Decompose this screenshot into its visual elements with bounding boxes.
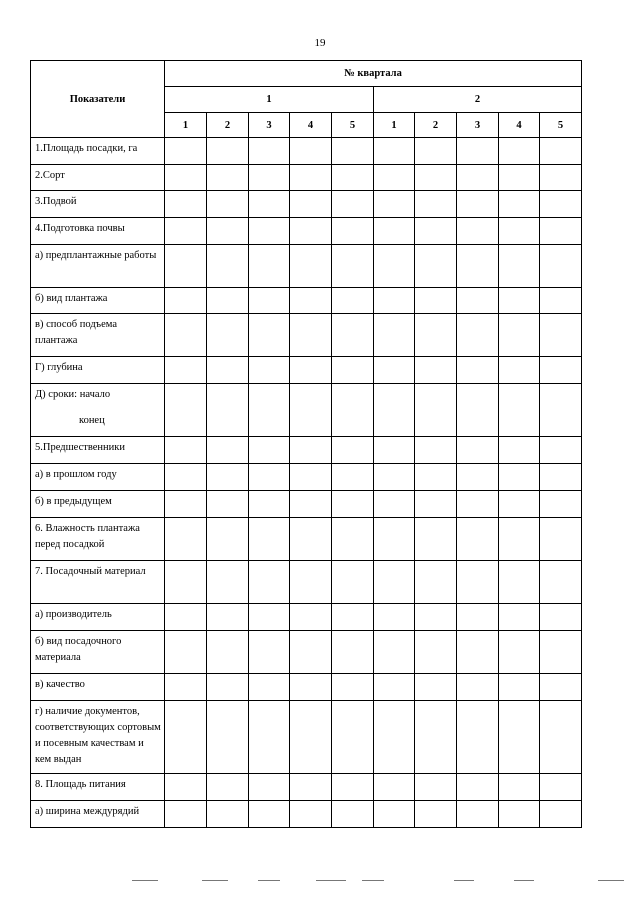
entry-cell[interactable] — [332, 357, 374, 384]
row-label-text: 2.Сорт — [35, 170, 65, 181]
entry-cell[interactable] — [457, 801, 499, 828]
row-label — [31, 631, 165, 674]
entry-cell[interactable] — [165, 357, 207, 384]
entry-cell[interactable] — [207, 674, 249, 701]
entry-cell[interactable] — [290, 674, 332, 701]
entry-cell[interactable] — [540, 631, 582, 674]
row-label-text: 3.Подвой — [35, 196, 77, 207]
field-record-table — [30, 60, 582, 828]
entry-cell[interactable] — [499, 138, 540, 165]
entry-cell[interactable] — [457, 218, 499, 245]
entry-cell[interactable] — [249, 801, 290, 828]
row-label — [31, 191, 165, 218]
table-row — [31, 191, 582, 218]
entry-cell[interactable] — [249, 138, 290, 165]
row-label-text: г) наличие документов, соответствующих сортовым и посевным качествам и кем выдан — [35, 706, 161, 765]
entry-cell[interactable] — [374, 165, 415, 191]
row-label-text: в) способ подъема плантажа — [35, 319, 117, 346]
entry-cell[interactable] — [249, 561, 290, 604]
table-row — [31, 357, 582, 384]
entry-cell[interactable] — [290, 384, 332, 437]
entry-cell[interactable] — [207, 357, 249, 384]
entry-cell[interactable] — [540, 245, 582, 288]
entry-cell[interactable] — [249, 464, 290, 491]
entry-cell[interactable] — [332, 518, 374, 561]
entry-cell[interactable] — [499, 314, 540, 357]
entry-cell[interactable] — [540, 138, 582, 165]
entry-cell[interactable] — [332, 191, 374, 218]
column-header: 4 — [499, 113, 540, 138]
entry-cell[interactable] — [332, 674, 374, 701]
table-row — [31, 138, 582, 165]
entry-cell[interactable] — [415, 464, 457, 491]
row-label — [31, 491, 165, 518]
entry-cell[interactable] — [499, 561, 540, 604]
table-row — [31, 631, 582, 674]
row-label — [31, 245, 165, 288]
row-label — [31, 604, 165, 631]
entry-cell[interactable] — [540, 191, 582, 218]
entry-cell[interactable] — [332, 245, 374, 288]
entry-cell[interactable] — [165, 518, 207, 561]
entry-cell[interactable] — [374, 245, 415, 288]
entry-cell[interactable] — [374, 191, 415, 218]
entry-cell[interactable] — [374, 491, 415, 518]
entry-cell[interactable] — [290, 561, 332, 604]
row-label-text: 8. Площадь питания — [35, 779, 126, 790]
entry-cell[interactable] — [165, 384, 207, 437]
entry-cell[interactable] — [457, 561, 499, 604]
table-row — [31, 561, 582, 604]
row-label-text: а) производитель — [35, 609, 112, 620]
entry-cell[interactable] — [165, 288, 207, 314]
row-label — [31, 774, 165, 801]
entry-cell[interactable] — [249, 357, 290, 384]
table-row — [31, 165, 582, 191]
quarter-group-header: 1 — [165, 87, 374, 113]
entry-cell[interactable] — [290, 604, 332, 631]
row-label — [31, 288, 165, 314]
row-label — [31, 357, 165, 384]
entry-cell[interactable] — [332, 631, 374, 674]
entry-cell[interactable] — [165, 701, 207, 774]
entry-cell[interactable] — [249, 774, 290, 801]
entry-cell[interactable] — [374, 314, 415, 357]
entry-cell[interactable] — [457, 604, 499, 631]
row-label-text: конец — [79, 415, 105, 426]
entry-cell[interactable] — [415, 674, 457, 701]
entry-cell[interactable] — [249, 384, 290, 437]
entry-cell[interactable] — [540, 314, 582, 357]
entry-cell[interactable] — [415, 384, 457, 437]
entry-cell[interactable] — [249, 491, 290, 518]
column-header: 2 — [207, 113, 249, 138]
entry-cell[interactable] — [290, 437, 332, 464]
entry-cell[interactable] — [332, 491, 374, 518]
entry-cell[interactable] — [290, 518, 332, 561]
entry-cell[interactable] — [457, 314, 499, 357]
entry-cell[interactable] — [499, 288, 540, 314]
entry-cell[interactable] — [374, 437, 415, 464]
entry-cell[interactable] — [374, 288, 415, 314]
row-label-text: Д) сроки: начало — [35, 389, 111, 400]
entry-cell[interactable] — [374, 561, 415, 604]
column-header: 1 — [165, 113, 207, 138]
row-label — [31, 384, 165, 437]
table-row — [31, 774, 582, 801]
entry-cell[interactable] — [165, 774, 207, 801]
entry-cell[interactable] — [249, 191, 290, 218]
entry-cell[interactable] — [457, 437, 499, 464]
entry-cell[interactable] — [499, 245, 540, 288]
entry-cell[interactable] — [207, 314, 249, 357]
quarter-group-header: 2 — [374, 87, 582, 113]
entry-cell[interactable] — [415, 288, 457, 314]
entry-cell[interactable] — [457, 245, 499, 288]
entry-cell[interactable] — [457, 631, 499, 674]
entry-cell[interactable] — [415, 491, 457, 518]
entry-cell[interactable] — [457, 357, 499, 384]
entry-cell[interactable] — [207, 245, 249, 288]
row-label — [31, 464, 165, 491]
row-label — [31, 437, 165, 464]
table-row — [31, 604, 582, 631]
entry-cell[interactable] — [457, 701, 499, 774]
column-header: 5 — [332, 113, 374, 138]
entry-cell[interactable] — [415, 774, 457, 801]
entry-cell[interactable] — [332, 138, 374, 165]
row-label-text: 5.Предшественники — [35, 442, 125, 453]
entry-cell[interactable] — [249, 218, 290, 245]
entry-cell[interactable] — [374, 518, 415, 561]
entry-cell[interactable] — [165, 191, 207, 218]
row-label — [31, 801, 165, 828]
entry-cell[interactable] — [540, 218, 582, 245]
entry-cell[interactable] — [165, 464, 207, 491]
row-label-text: 4.Подготовка почвы — [35, 223, 125, 234]
entry-cell[interactable] — [249, 314, 290, 357]
entry-cell[interactable] — [207, 631, 249, 674]
entry-cell[interactable] — [332, 218, 374, 245]
entry-cell[interactable] — [457, 288, 499, 314]
entry-cell[interactable] — [540, 491, 582, 518]
table-row — [31, 491, 582, 518]
entry-cell[interactable] — [332, 561, 374, 604]
entry-cell[interactable] — [374, 218, 415, 245]
row-label-text: 1.Площадь посадки, га — [35, 143, 138, 154]
entry-cell[interactable] — [332, 701, 374, 774]
entry-cell[interactable] — [499, 191, 540, 218]
entry-cell[interactable] — [207, 774, 249, 801]
entry-cell[interactable] — [290, 165, 332, 191]
table-row — [31, 288, 582, 314]
entry-cell[interactable] — [332, 774, 374, 801]
entry-cell[interactable] — [332, 384, 374, 437]
entry-cell[interactable] — [540, 774, 582, 801]
table-row — [31, 218, 582, 245]
entry-cell[interactable] — [165, 801, 207, 828]
entry-cell[interactable] — [374, 801, 415, 828]
entry-cell[interactable] — [374, 464, 415, 491]
entry-cell[interactable] — [332, 288, 374, 314]
column-header: 4 — [290, 113, 332, 138]
entry-cell[interactable] — [207, 801, 249, 828]
entry-cell[interactable] — [332, 801, 374, 828]
entry-cell[interactable] — [207, 165, 249, 191]
entry-cell[interactable] — [249, 437, 290, 464]
row-label-text: б) в предыдущем — [35, 496, 112, 507]
entry-cell[interactable] — [290, 774, 332, 801]
entry-cell[interactable] — [499, 631, 540, 674]
entry-cell[interactable] — [207, 288, 249, 314]
entry-cell[interactable] — [499, 701, 540, 774]
column-header: 3 — [457, 113, 499, 138]
entry-cell[interactable] — [165, 491, 207, 518]
row-label-text: 7. Посадочный материал — [35, 566, 146, 577]
entry-cell[interactable] — [540, 288, 582, 314]
row-label — [31, 518, 165, 561]
entry-cell[interactable] — [332, 437, 374, 464]
entry-cell[interactable] — [457, 518, 499, 561]
row-label-text: а) в прошлом году — [35, 469, 117, 480]
entry-cell[interactable] — [415, 561, 457, 604]
row-label-text: а) предплантажные работы — [35, 250, 157, 261]
entry-cell[interactable] — [415, 138, 457, 165]
entry-cell[interactable] — [249, 604, 290, 631]
entry-cell[interactable] — [415, 604, 457, 631]
column-header: 1 — [374, 113, 415, 138]
row-label — [31, 701, 165, 774]
table-row — [31, 801, 582, 828]
entry-cell[interactable] — [374, 384, 415, 437]
row-label — [31, 138, 165, 165]
entry-cell[interactable] — [457, 774, 499, 801]
entry-cell[interactable] — [207, 384, 249, 437]
entry-cell[interactable] — [415, 191, 457, 218]
entry-cell[interactable] — [249, 288, 290, 314]
entry-cell[interactable] — [457, 491, 499, 518]
entry-cell[interactable] — [540, 801, 582, 828]
entry-cell[interactable] — [207, 138, 249, 165]
entry-cell[interactable] — [165, 218, 207, 245]
entry-cell[interactable] — [165, 165, 207, 191]
entry-cell[interactable] — [165, 314, 207, 357]
entry-cell[interactable] — [374, 774, 415, 801]
row-label — [31, 165, 165, 191]
entry-cell[interactable] — [499, 437, 540, 464]
entry-cell[interactable] — [165, 437, 207, 464]
entry-cell[interactable] — [540, 165, 582, 191]
entry-cell[interactable] — [332, 165, 374, 191]
entry-cell[interactable] — [290, 701, 332, 774]
entry-cell[interactable] — [374, 631, 415, 674]
entry-cell[interactable] — [540, 701, 582, 774]
entry-cell[interactable] — [165, 604, 207, 631]
column-header: 3 — [249, 113, 290, 138]
entry-cell[interactable] — [499, 674, 540, 701]
table-row — [31, 701, 582, 774]
row-label-text: 6. Влажность плантажа перед посадкой — [35, 523, 140, 550]
entry-cell[interactable] — [499, 357, 540, 384]
entry-cell[interactable] — [415, 518, 457, 561]
entry-cell[interactable] — [457, 138, 499, 165]
entry-cell[interactable] — [165, 138, 207, 165]
entry-cell[interactable] — [499, 464, 540, 491]
entry-cell[interactable] — [207, 701, 249, 774]
entry-cell[interactable] — [249, 165, 290, 191]
entry-cell[interactable] — [165, 561, 207, 604]
quarter-number-header: № квартала — [165, 61, 582, 87]
table-row — [31, 314, 582, 357]
entry-cell[interactable] — [207, 191, 249, 218]
entry-cell[interactable] — [165, 245, 207, 288]
entry-cell[interactable] — [415, 245, 457, 288]
table-row — [31, 518, 582, 561]
entry-cell[interactable] — [415, 218, 457, 245]
entry-cell[interactable] — [415, 437, 457, 464]
row-label — [31, 218, 165, 245]
entry-cell[interactable] — [457, 384, 499, 437]
column-header: 2 — [415, 113, 457, 138]
entry-cell[interactable] — [290, 138, 332, 165]
entry-cell[interactable] — [207, 518, 249, 561]
entry-cell[interactable] — [499, 518, 540, 561]
entry-cell[interactable] — [290, 191, 332, 218]
entry-cell[interactable] — [332, 604, 374, 631]
row-label-text: б) вид плантажа — [35, 293, 108, 304]
entry-cell[interactable] — [290, 801, 332, 828]
entry-cell[interactable] — [499, 774, 540, 801]
row-label-text: Г) глубина — [35, 362, 83, 373]
entry-cell[interactable] — [540, 464, 582, 491]
indicators-header: Показатели — [31, 61, 165, 138]
table-row — [31, 464, 582, 491]
table-row — [31, 674, 582, 701]
entry-cell[interactable] — [374, 357, 415, 384]
entry-cell[interactable] — [457, 165, 499, 191]
entry-cell[interactable] — [207, 437, 249, 464]
bottom-margin-lines — [0, 880, 640, 884]
entry-cell[interactable] — [499, 384, 540, 437]
row-label — [31, 674, 165, 701]
entry-cell[interactable] — [332, 314, 374, 357]
entry-cell[interactable] — [540, 357, 582, 384]
entry-cell[interactable] — [540, 604, 582, 631]
entry-cell[interactable] — [290, 631, 332, 674]
entry-cell[interactable] — [499, 801, 540, 828]
entry-cell[interactable] — [374, 604, 415, 631]
entry-cell[interactable] — [374, 138, 415, 165]
entry-cell[interactable] — [290, 464, 332, 491]
row-label-text: в) качество — [35, 679, 85, 690]
entry-cell[interactable] — [374, 674, 415, 701]
entry-cell[interactable] — [499, 491, 540, 518]
entry-cell[interactable] — [415, 357, 457, 384]
page-number: 19 — [314, 37, 326, 49]
entry-cell[interactable] — [207, 561, 249, 604]
table-row — [31, 437, 582, 464]
entry-cell[interactable] — [374, 701, 415, 774]
entry-cell[interactable] — [249, 701, 290, 774]
row-label-text: а) ширина междурядий — [35, 806, 140, 817]
row-label — [31, 314, 165, 357]
entry-cell[interactable] — [249, 631, 290, 674]
entry-cell[interactable] — [207, 218, 249, 245]
entry-cell[interactable] — [415, 314, 457, 357]
entry-cell[interactable] — [290, 288, 332, 314]
entry-cell[interactable] — [415, 165, 457, 191]
entry-cell[interactable] — [332, 464, 374, 491]
entry-cell[interactable] — [249, 245, 290, 288]
entry-cell[interactable] — [540, 674, 582, 701]
entry-cell[interactable] — [415, 701, 457, 774]
entry-cell[interactable] — [207, 604, 249, 631]
column-header: 5 — [540, 113, 582, 138]
entry-cell[interactable] — [165, 631, 207, 674]
entry-cell[interactable] — [540, 384, 582, 437]
entry-cell[interactable] — [290, 314, 332, 357]
entry-cell[interactable] — [415, 631, 457, 674]
entry-cell[interactable] — [165, 674, 207, 701]
row-label-text: б) вид посадочного материала — [35, 636, 122, 663]
entry-cell[interactable] — [540, 561, 582, 604]
entry-cell[interactable] — [290, 218, 332, 245]
entry-cell[interactable] — [249, 674, 290, 701]
entry-cell[interactable] — [540, 518, 582, 561]
table-row — [31, 245, 582, 288]
row-label — [31, 561, 165, 604]
entry-cell[interactable] — [457, 191, 499, 218]
entry-cell[interactable] — [457, 674, 499, 701]
entry-cell[interactable] — [290, 245, 332, 288]
entry-cell[interactable] — [290, 357, 332, 384]
entry-cell[interactable] — [499, 604, 540, 631]
entry-cell[interactable] — [415, 801, 457, 828]
entry-cell[interactable] — [499, 218, 540, 245]
entry-cell[interactable] — [290, 491, 332, 518]
entry-cell[interactable] — [540, 437, 582, 464]
entry-cell[interactable] — [207, 491, 249, 518]
entry-cell[interactable] — [249, 518, 290, 561]
entry-cell[interactable] — [499, 165, 540, 191]
table-row — [31, 384, 582, 437]
entry-cell[interactable] — [457, 464, 499, 491]
entry-cell[interactable] — [207, 464, 249, 491]
